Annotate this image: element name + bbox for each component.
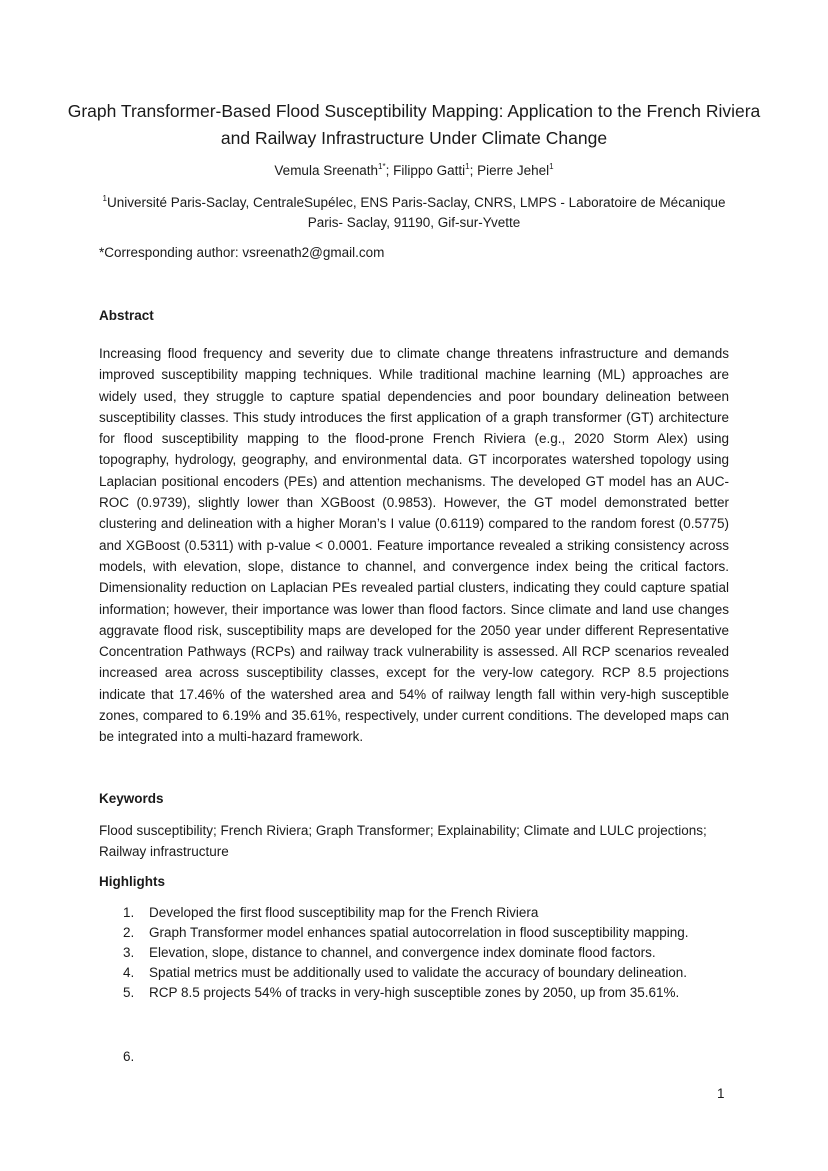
keywords-text: Flood susceptibility; French Riviera; Graph Transformer; Explainability; Climate and LULC projections; Railway infrastructure	[99, 823, 707, 859]
author-name: Pierre Jehel	[477, 163, 550, 178]
highlights-list	[99, 903, 739, 1003]
author-affiliation-mark: 1*	[378, 162, 386, 171]
highlight-text: Spatial metrics must be additionally used to validate the accuracy of boundary delineation.	[149, 965, 688, 980]
corresponding-author: *Corresponding author: vsreenath2@gmail.com	[99, 245, 385, 260]
empty-list-number: 6.	[123, 1049, 135, 1064]
highlight-text: RCP 8.5 projects 54% of tracks in very-high susceptible zones by 2050, up from 35.61%.	[149, 985, 680, 1000]
author-name: Filippo Gatti	[393, 163, 466, 178]
highlights-heading: Highlights	[99, 874, 165, 889]
highlight-item	[99, 943, 739, 963]
author-affiliation-mark: 1	[465, 162, 470, 171]
highlight-number: 4.	[123, 965, 135, 980]
author-separator: ;	[385, 163, 394, 178]
highlight-text: Developed the first flood susceptibility map for the French Riviera	[149, 905, 539, 920]
author-list	[60, 161, 768, 181]
highlight-text: Graph Transformer model enhances spatial autocorrelation in flood susceptibility mapping.	[149, 925, 689, 940]
affiliation-mark: 1	[102, 194, 107, 203]
page-number: 1	[717, 1086, 725, 1101]
highlight-number: 1.	[123, 905, 135, 920]
keywords-heading: Keywords	[99, 791, 164, 806]
highlight-number: 2.	[123, 925, 135, 940]
paper-title: Graph Transformer-Based Flood Susceptibility Mapping: Application to the French Riviera and Railway Infrastructure Under Climate Change	[67, 101, 761, 148]
abstract-heading: Abstract	[99, 308, 154, 323]
highlight-text: Elevation, slope, distance to channel, and convergence index dominate flood factors.	[149, 945, 656, 960]
highlight-item	[99, 903, 739, 923]
abstract-text: Increasing flood frequency and severity due to climate change threatens infrastructure and demands improved susceptibility mapping techniques. While traditional machine learning (ML) approaches are widely used, they struggle to capture spatial dependencies and poor boundary delineation between susceptibility classes. This study introduces the first application of a graph transformer (GT) architecture for flood susceptibility mapping to the flood-prone French Riviera (e.g., 2020 Storm Alex) using topography, hydrology, geography, and environmental data. GT incorporates watershed topology using Laplacian positional encoders (PEs) and attention mechanisms. The developed GT model has an AUC-ROC (0.9739), slightly lower than XGBoost (0.9853). However, the GT model demonstrated better clustering and delineation with a higher Moran’s I value (0.6119) compared to the random forest (0.5775) and XGBoost (0.5311) with p-value < 0.0001. Feature importance revealed a striking consistency across models, with elevation, slope, distance to channel, and convergence index being the critical factors. Dimensionality reduction on Laplacian PEs revealed partial clusters, indicating they could capture spatial information; however, their importance was lower than flood factors. Since climate and land use changes aggravate flood risk, susceptibility maps are developed for the 2050 year under different Representative Concentration Pathways (RCPs) and railway track vulnerability is assessed. All RCP scenarios revealed increased area across susceptibility classes, except for the very-low category. RCP 8.5 projections indicate that 17.46% of the watershed area and 54% of railway length fall within very-high susceptible zones, compared to 6.19% and 35.61%, respectively, under current conditions. The developed maps can be integrated into a multi-hazard framework.	[99, 346, 729, 745]
author-separator: ;	[469, 163, 478, 178]
highlight-number: 3.	[123, 945, 135, 960]
author-name: Vemula Sreenath	[274, 163, 378, 178]
author-affiliation-mark: 1	[549, 162, 554, 171]
highlight-item	[99, 983, 739, 1003]
highlight-item	[99, 923, 739, 943]
affiliation-text: Université Paris-Saclay, CentraleSupélec, ENS Paris-Saclay, CNRS, LMPS - Laboratoire de Mécanique Paris- Saclay, 91190, Gif-sur-Yvette	[106, 195, 726, 230]
highlight-number: 5.	[123, 985, 135, 1000]
highlight-item	[99, 963, 739, 983]
affiliation	[90, 193, 738, 233]
